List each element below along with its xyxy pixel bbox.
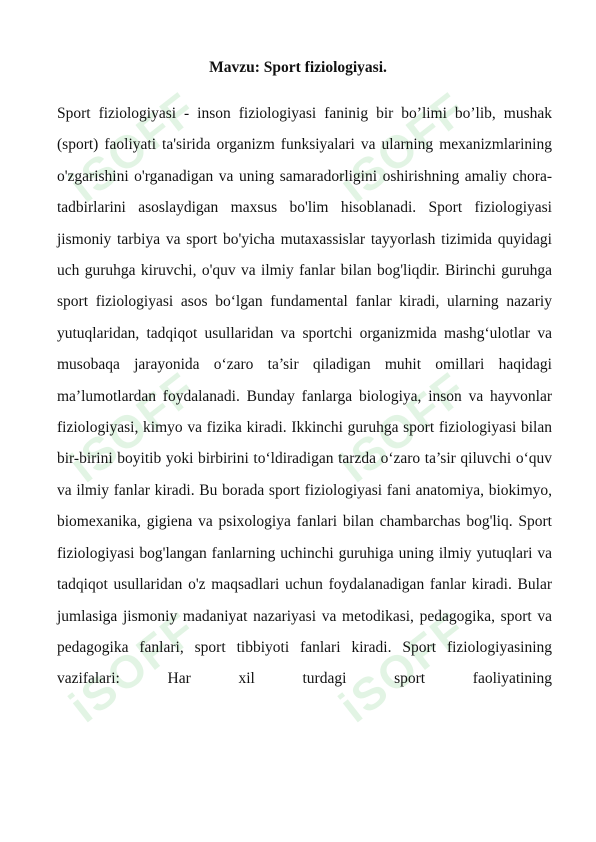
body-paragraph: Sport fiziologiyasi - inson fiziologiyasi faninig bir bo’limi bo’lib, mushak (sport) faoliyati ta'sirida organizm funksiyalari va ularning mexanizmlarining o'zgarishini o'rganadigan va uning samaradorligini oshirishning amaliy chora-tadbirlarini asoslaydigan maxsus bo'lim hisoblanadi. Sport fiziologiyasi jismoniy tarbiya va sport bo'yicha mutaxassislar tayyorlash tizimida quyidagi uch guruhga kiruvchi, o'quv va ilmiy fanlar bilan bog'liqdir. Birinchi guruhga sport fiziologiyasi asos bo‘lgan fundamental fanlar kiradi, ularning nazariy yutuqlaridan, tadqiqot usullaridan va sportchi organizmida mashg‘ulotlar va musobaqa jarayonida o‘zaro ta’sir qiladigan muhit omillari haqidagi ma’lumotlardan foydalanadi. Bunday fanlarga biologiya, inson va hayvonlar fiziologiyasi, kimyo va fizika kiradi. Ikkinchi guruhga sport fiziologiyasi bilan bir-birini boyitib yoki birbirini to‘ldiradigan tarzda o‘zaro ta’sir qiluvchi o‘quv va ilmiy fanlar kiradi. Bu borada sport fiziologiyasi fani anatomiya, biokimyo, biomexanika, gigiena va psixologiya fanlari bilan chambarchas bog'liq. Sport fiziologiyasi bog'langan fanlarning uchinchi guruhiga uning ilmiy yutuqlari va tadqiqot usullaridan o'z maqsadlari uchun foydalanadigan fanlar kiradi. Bular jumlasiga jismoniy madaniyat nazariyasi va metodikasi, pedagogika, sport va pedagogika fanlari, sport tibbiyoti fanlari kiradi. Sport fiziologiyasining vazifalari: Har xil turdagi sport faoliyatining <box>57 105 552 688</box>
watermark-logo: iSOFF <box>59 361 207 493</box>
watermark-logo: iSOFF <box>59 81 207 213</box>
watermark-logo: iSOFF <box>329 81 477 213</box>
watermark-logo: iSOFF <box>329 361 477 493</box>
watermark-logo: iSOFF <box>329 601 477 733</box>
watermark-logo: iSOFF <box>59 601 207 733</box>
page-title: Mavzu: Sport fiziologiyasi. <box>209 59 387 76</box>
